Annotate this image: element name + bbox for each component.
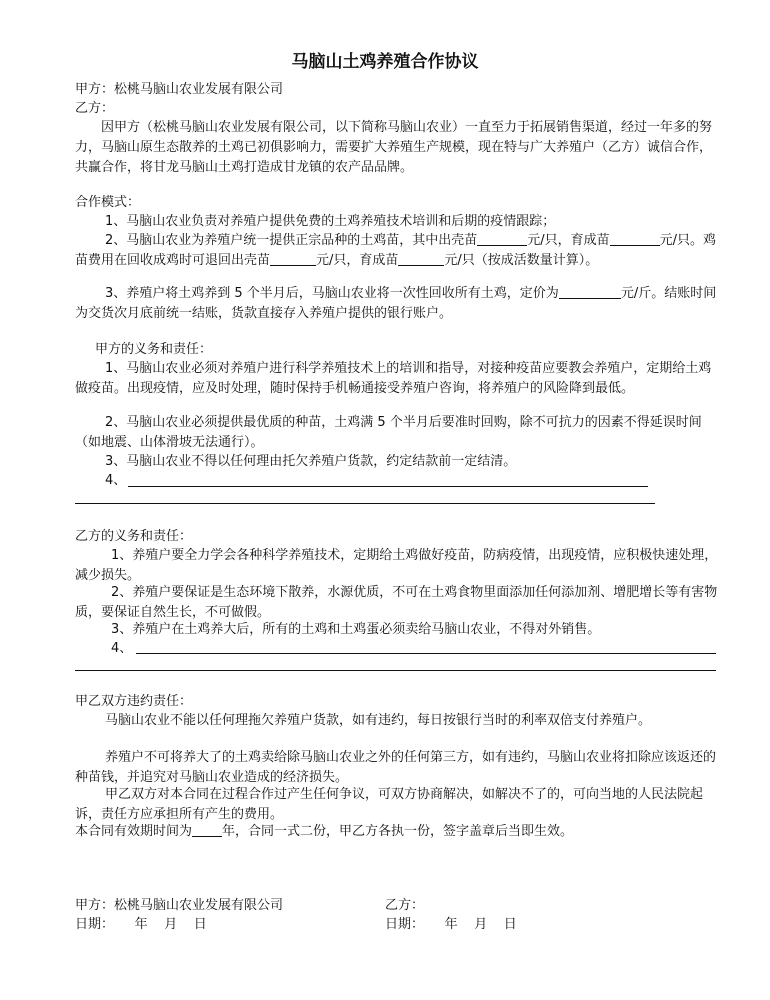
party-a-line: 甲方：松桃马脑山农业发展有限公司 — [75, 82, 284, 97]
duty-a-heading: 甲方的义务和责任： — [95, 342, 213, 357]
validity-line: 本合同有效期时间为 年，合同一式二份，甲乙方各执一份，签字盖章后当即生效。 — [75, 824, 574, 839]
duty-a-item-3: 3、马脑山农业不得以任何理由托欠养殖户货款，约定结款前一定结清。 — [105, 454, 517, 469]
coop-item-1: 1、马脑山农业负责对养殖户提供免费的土鸡养殖技术培训和后期的疫情跟踪； — [105, 214, 556, 229]
signature-date-a: 日期： 年 月 日 — [75, 917, 207, 932]
duty-b-heading: 乙方的义务和责任： — [75, 529, 193, 544]
signature-party-a: 甲方：松桃马脑山农业发展有限公司 — [75, 898, 284, 913]
blank-line — [136, 653, 716, 654]
breach-paragraph-1: 马脑山农业不能以任何理拖欠养殖户货款，如有违约，每日按银行当时的利率双倍支付养殖户。 — [105, 713, 652, 728]
signature-party-b: 乙方： — [385, 898, 425, 913]
blank-line — [128, 486, 648, 487]
blank-chick-price — [477, 231, 527, 246]
blank-line — [75, 503, 655, 504]
duty-b-item-4: 4、 — [111, 641, 133, 656]
blank-grown-chick-price — [610, 231, 660, 246]
breach-paragraph-2: 养殖户不可将养大了的土鸡卖给除马脑山农业之外的任何第三方，如有违约，马脑山农业将扣除应该返还的种苗钱，并追究对马脑山农业造成的经济损失。 — [75, 750, 717, 785]
duty-b-item-1: 1、养殖户要全力学会各种科学养殖技术，定期给土鸡做好疫苗，防病疫情，出现疫情，应积极快速处理，减少损失。 — [75, 548, 718, 583]
duty-b-item-2: 2、养殖户要保证是生态环境下散养，水源优质，不可在土鸡食物里面添加任何添加剂、增肥增长等有害物质，要保证自然生长，不可做假。 — [75, 585, 718, 620]
breach-heading: 甲乙双方违约责任： — [75, 694, 193, 709]
coop-item-3: 3、养殖户将土鸡养到 5 个半月后，马脑山农业将一次性回收所有土鸡，定价为 元/斤。结账时间为交货次月底前统一结账，货款直接存入养殖户提供的银行账户。 — [75, 286, 717, 321]
blank-price-per-jin — [559, 284, 621, 299]
signature-date-b: 日期： 年 月 日 — [385, 917, 517, 932]
party-b-line: 乙方： — [75, 101, 115, 116]
blank-line — [75, 670, 716, 671]
blank-refund-chick — [270, 251, 316, 266]
breach-paragraph-3: 甲乙双方对本合同在过程合作过产生任何争议，可双方协商解决，如解决不了的，可向当地的人民法院起诉，责任方应承担所有产生的费用。 — [75, 787, 704, 822]
blank-refund-grown — [398, 251, 444, 266]
duty-a-item-1: 1、马脑山农业必须对养殖户进行科学养殖技术上的培训和指导，对接种疫苗应要教会养殖户，定期给土鸡做疫苗。出现疫情，应及时处理，随时保持手机畅通接受养殖户咨询，将养殖户的风险降到最低。 — [75, 361, 712, 396]
duty-b-item-3: 3、养殖户在土鸡养大后，所有的土鸡和土鸡蛋必须卖给马脑山农业，不得对外销售。 — [111, 622, 601, 637]
document-title: 马脑山土鸡养殖合作协议 — [291, 52, 479, 72]
duty-a-item-2: 2、马脑山农业必须提供最优质的种苗，土鸡满 5 个半月后要准时回购，除不可抗力的因素不得延误时间（如地震、山体滑坡无法通行）。 — [75, 415, 702, 450]
coop-heading: 合作模式： — [75, 195, 141, 210]
duty-a-item-4: 4、 — [105, 473, 127, 488]
coop-item-2: 2、马脑山农业为养殖户统一提供正宗品种的土鸡苗，其中出壳苗 元/只，育成苗 元/只。鸡苗费用在回收成鸡时可退回出壳苗 元/只，育成苗 元/只（按成活数量计算）。 — [75, 233, 717, 268]
blank-validity-years — [192, 822, 222, 837]
intro-paragraph: 因甲方（松桃马脑山农业发展有限公司，以下简称马脑山农业）一直至力于拓展销售渠道，经过一年多的努力，马脑山原生态散养的土鸡已初俱影响力，需要扩大养殖生产规模，现在特与广大养殖户（乙方）诚信合作，共赢合作，将甘龙马脑山土鸡打造成甘龙镇的农产品品牌。 — [75, 120, 713, 175]
